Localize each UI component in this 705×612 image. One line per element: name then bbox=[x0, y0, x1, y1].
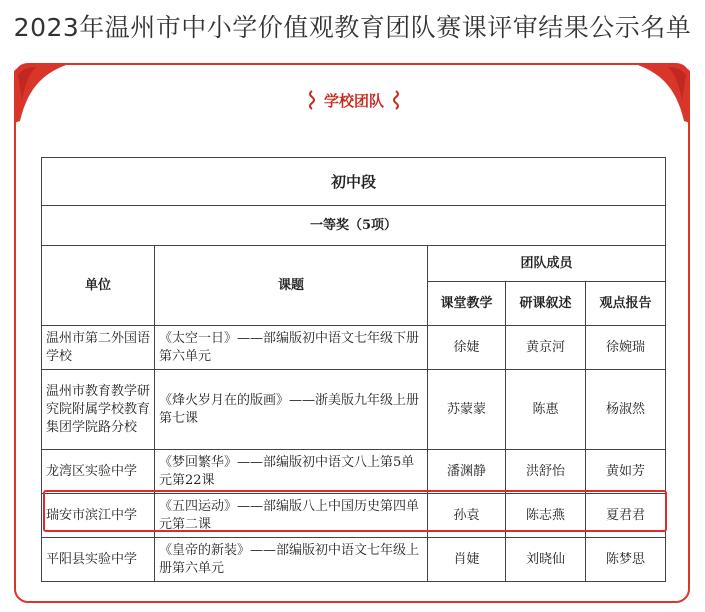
table-row bbox=[42, 450, 666, 494]
left-wave-icon bbox=[306, 90, 316, 110]
table-row-highlighted bbox=[42, 494, 666, 538]
cell-member-2: 洪舒怡 bbox=[506, 450, 586, 494]
cell-member-1: 潘渊静 bbox=[428, 450, 506, 494]
cell-member-3: 夏君君 bbox=[586, 494, 666, 538]
right-wave-icon bbox=[392, 90, 402, 110]
cell-member-2: 黄京河 bbox=[506, 326, 586, 370]
cell-member-1: 徐婕 bbox=[428, 326, 506, 370]
table-section-row bbox=[42, 158, 666, 206]
cell-member-2: 陈志燕 bbox=[506, 494, 586, 538]
cell-unit: 平阳县实验中学 bbox=[42, 538, 155, 582]
header-unit: 单位 bbox=[42, 246, 155, 326]
cell-member-3: 杨淑然 bbox=[586, 370, 666, 450]
award-title: 一等奖（5项） bbox=[42, 206, 666, 246]
results-table bbox=[41, 157, 666, 582]
cell-unit: 温州市教育教学研究院附属学校教育集团学院路分校 bbox=[42, 370, 155, 450]
cell-member-1: 苏蒙蒙 bbox=[428, 370, 506, 450]
cell-unit: 温州市第二外国语学校 bbox=[42, 326, 155, 370]
header-lesson-narrative: 研课叙述 bbox=[506, 282, 586, 326]
table-row bbox=[42, 538, 666, 582]
cell-member-3: 徐婉瑞 bbox=[586, 326, 666, 370]
cell-topic: 《皇帝的新装》——部编版初中语文七年级上册第六单元 bbox=[155, 538, 428, 582]
ribbon-right-decoration bbox=[622, 61, 692, 131]
table-row bbox=[42, 326, 666, 370]
header-viewpoint-report: 观点报告 bbox=[586, 282, 666, 326]
cell-member-1: 孙袁 bbox=[428, 494, 506, 538]
table-row bbox=[42, 370, 666, 450]
cell-member-3: 黄如芳 bbox=[586, 450, 666, 494]
header-class-teaching: 课堂教学 bbox=[428, 282, 506, 326]
cell-unit: 龙湾区实验中学 bbox=[42, 450, 155, 494]
cell-topic: 《烽火岁月在的版画》——浙美版九年级上册第七课 bbox=[155, 370, 428, 450]
page-title: 2023年温州市中小学价值观教育团队赛课评审结果公示名单 bbox=[13, 13, 692, 42]
section-title: 初中段 bbox=[42, 158, 666, 206]
cell-member-1: 肖婕 bbox=[428, 538, 506, 582]
results-card bbox=[14, 63, 690, 603]
table-header-row bbox=[42, 246, 666, 282]
cell-topic: 《梦回繁华》——部编版初中语文八上第5单元第22课 bbox=[155, 450, 428, 494]
cell-topic: 《五四运动》——部编版八上中国历史第四单元第二课 bbox=[155, 494, 428, 538]
cell-topic: 《太空一日》——部编版初中语文七年级下册第六单元 bbox=[155, 326, 428, 370]
cell-member-3: 陈梦思 bbox=[586, 538, 666, 582]
cell-unit: 瑞安市滨江中学 bbox=[42, 494, 155, 538]
header-topic: 课题 bbox=[155, 246, 428, 326]
cell-member-2: 刘晓仙 bbox=[506, 538, 586, 582]
section-badge bbox=[276, 89, 432, 111]
header-team: 团队成员 bbox=[428, 246, 666, 282]
cell-member-2: 陈惠 bbox=[506, 370, 586, 450]
ribbon-left-decoration bbox=[12, 61, 82, 131]
table-award-row bbox=[42, 206, 666, 246]
badge-label: 学校团队 bbox=[323, 91, 384, 110]
